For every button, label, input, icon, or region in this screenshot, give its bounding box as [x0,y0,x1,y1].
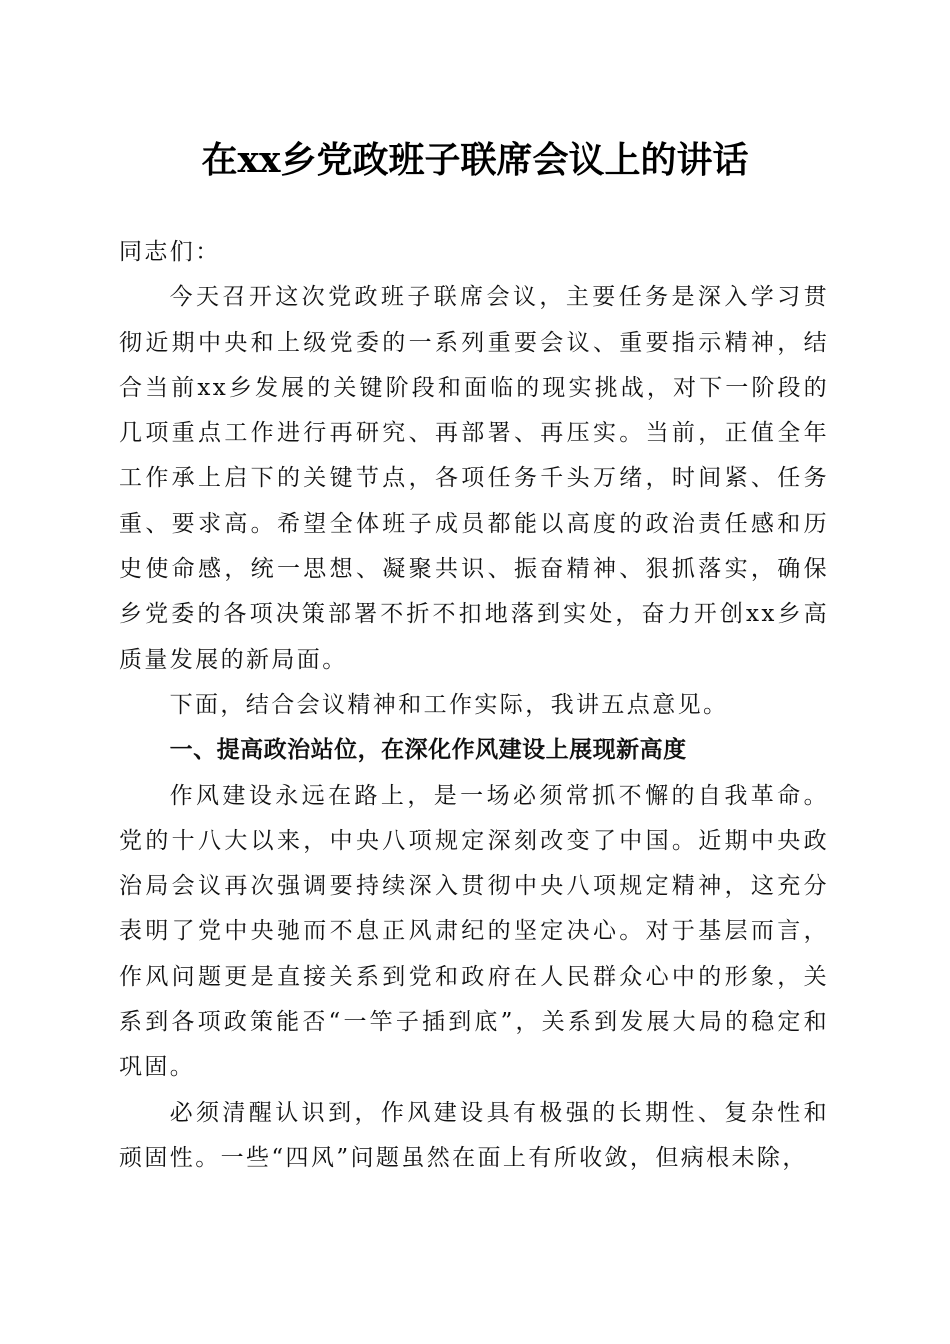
paragraph-transition: 下面，结合会议精神和工作实际，我讲五点意见。 [169,691,729,718]
paragraph-section-2: 必须清醒认识到，作风建设具有极强的长期性、复杂性和顽固性。一些“四风”问题虽然在面上有所收敛，但病根未除， [119,1099,829,1171]
document-title: 在xx乡党政班子联席会议上的讲话 [201,139,749,181]
section-heading: 一、提高政治站位，在深化作风建设上展现新高度 [169,737,687,764]
paragraph-intro: 今天召开这次党政班子联席会议，主要任务是深入学习贯彻近期中央和上级党委的一系列重要会议、重要指示精神，结合当前xx乡发展的关键阶段和面临的现实挑战，对下一阶段的几项重点工作进行再研究、再部署、再压实。当前，正值全年工作承上启下的关键节点，各项任务千头万绪，时间紧、任务重、要求高。希望全体班子成员都能以高度的政治责任感和历史使命感，统一思想、凝聚共识、振奋精神、狠抓落实，确保乡党委的各项决策部署不折不扣地落到实处，奋力开创xx乡高质量发展的新局面。 [119,284,829,673]
salutation: 同志们： [119,239,221,265]
document-body [119,230,829,1181]
paragraph-section-1: 作风建设永远在路上，是一场必须常抓不懈的自我革命。党的十八大以来，中央八项规定深刻改变了中国。近期中央政治局会议再次强调要持续深入贯彻中央八项规定精神，这充分表明了党中央驰而不息正风肃纪的坚定决心。对于基层而言，作风问题更是直接关系到党和政府在人民群众心中的形象，关系到各项政策能否“一竿子插到底”，关系到发展大局的稳定和巩固。 [119,782,829,1081]
